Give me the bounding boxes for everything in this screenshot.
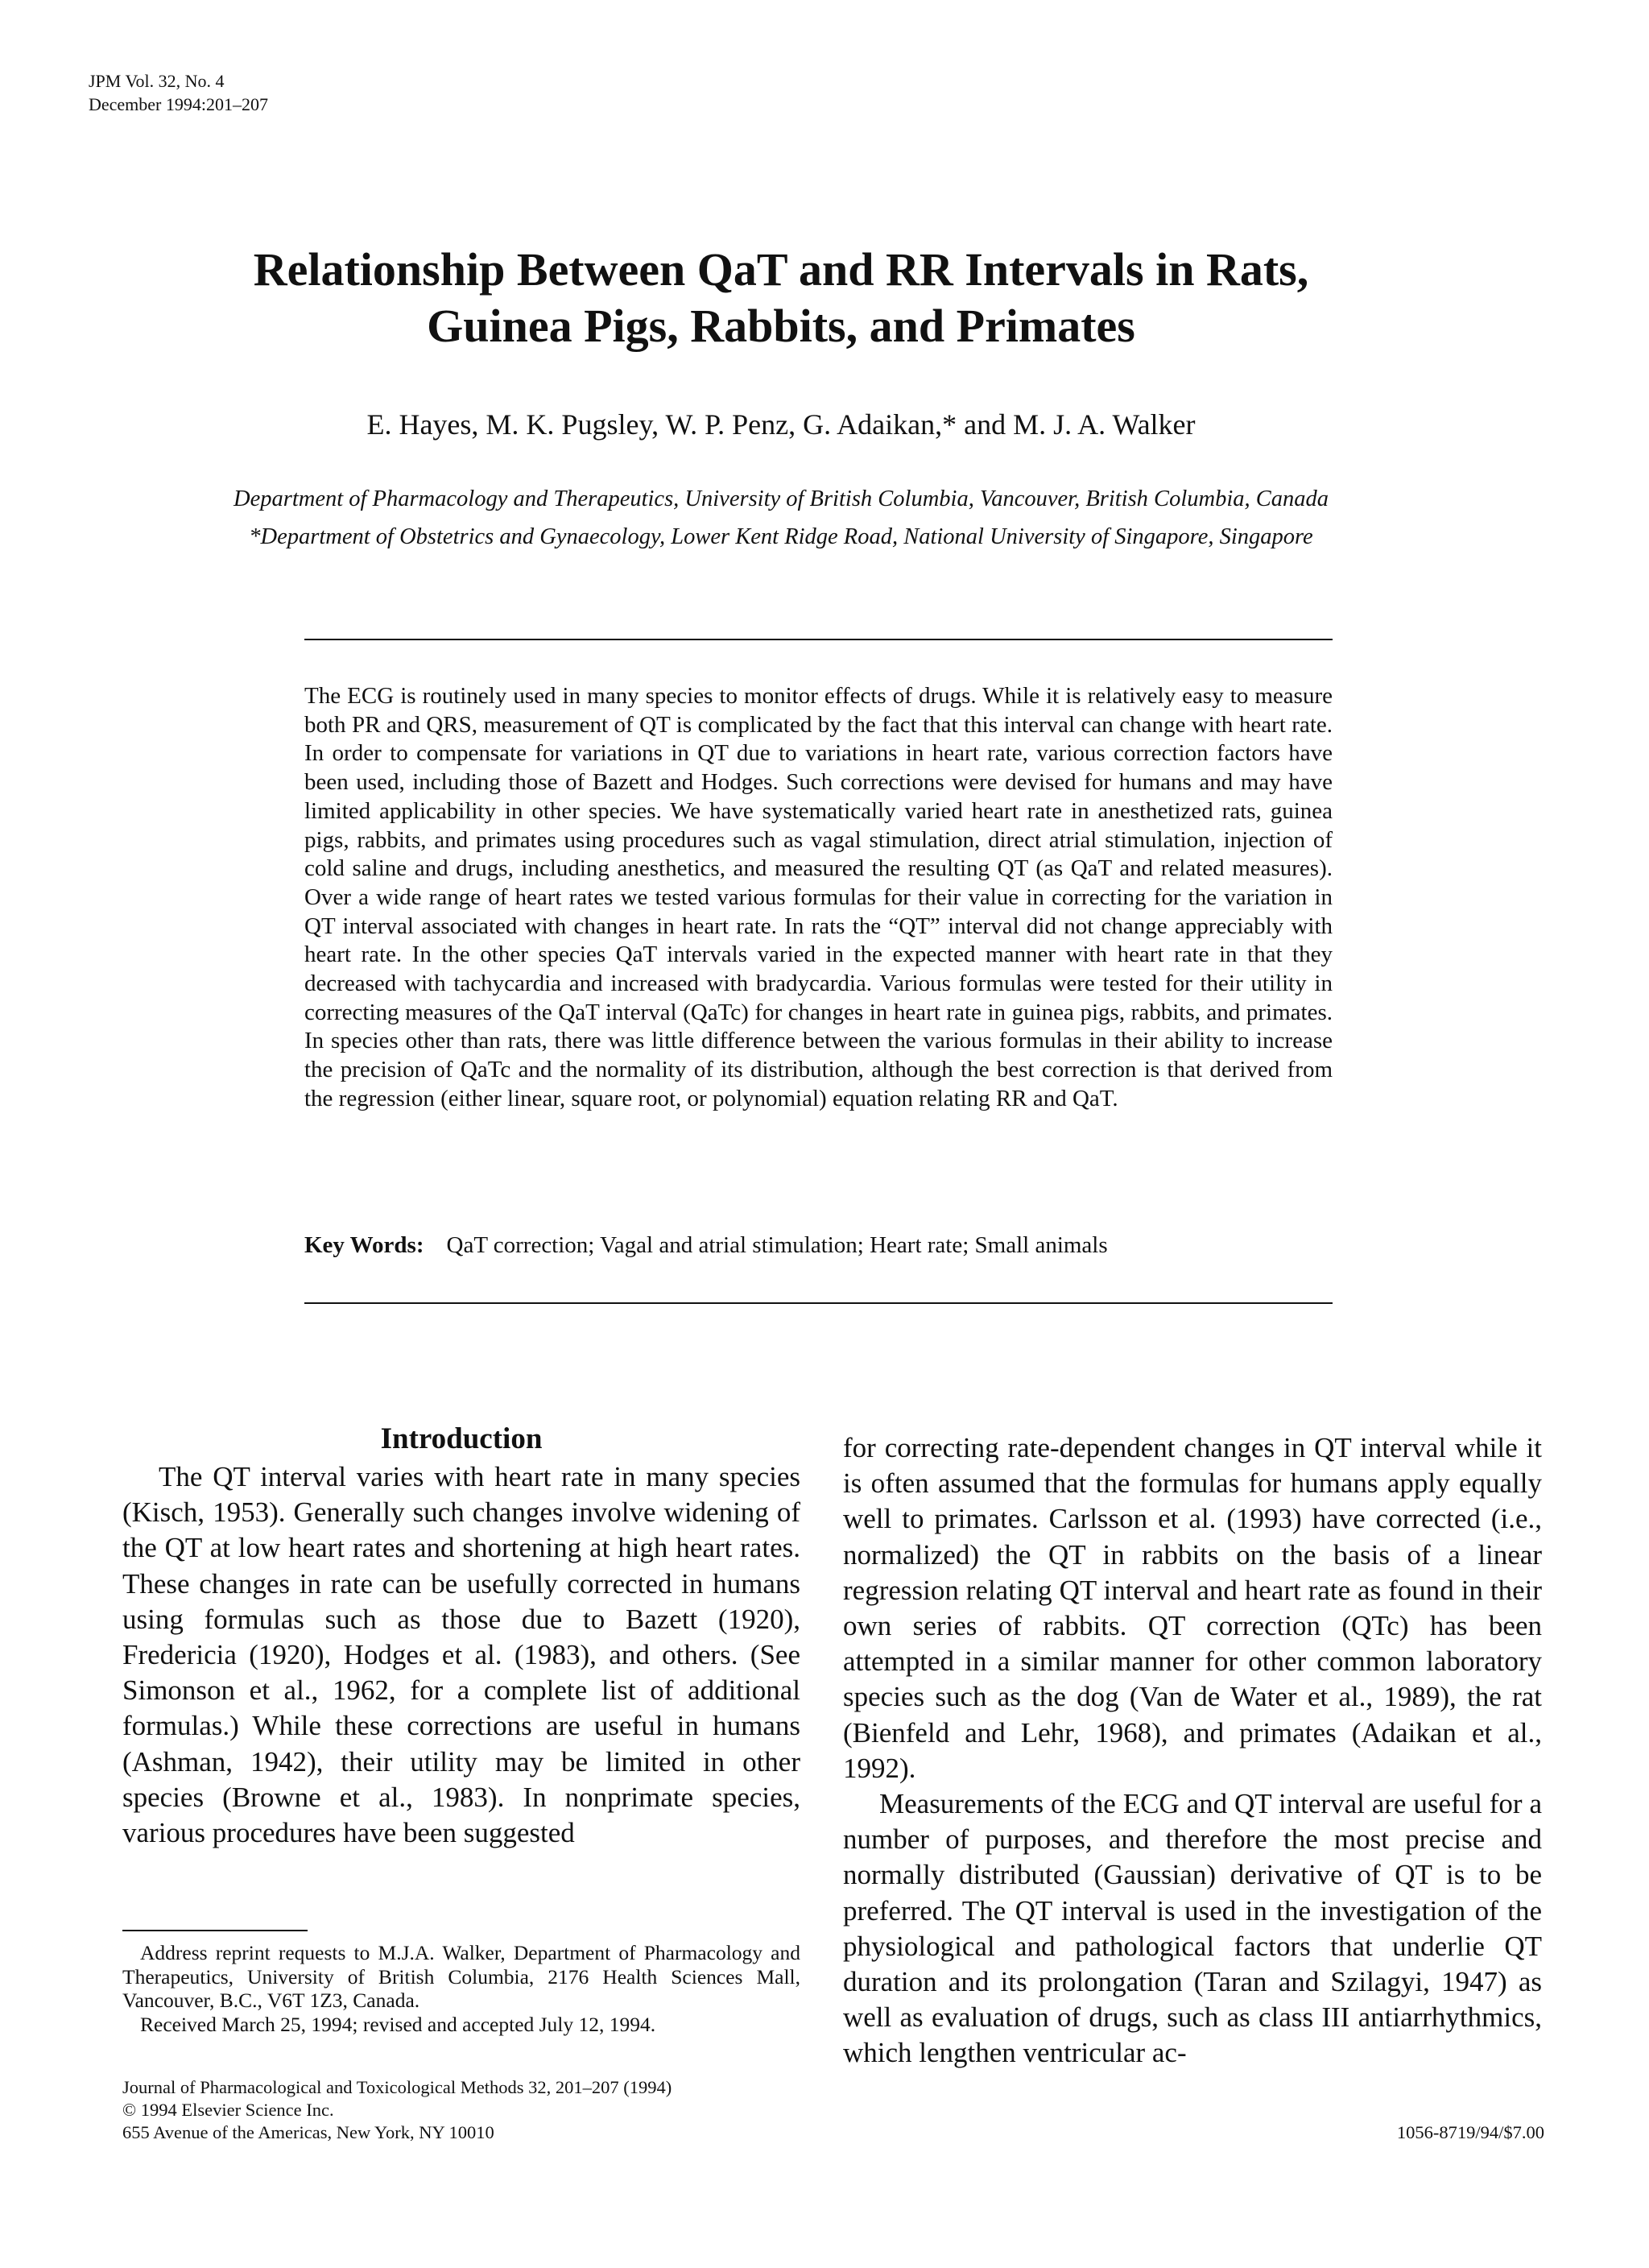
section-heading-introduction: Introduction <box>380 1422 543 1455</box>
keywords-label: Key Words: <box>304 1232 424 1258</box>
intro-paragraph-1: The QT interval varies with heart rate in many species (Kisch, 1953). Generally such changes involve widening of the QT at low heart rates and shortening at high heart rates. These changes in rate can be usefully corrected in humans using formulas such as those due to Bazett (1920), Fredericia (1920), Hodges et al. (1983), and others. (See Simonson et al., 1962, for a complete list of additional formulas.) While these corrections are useful in humans (Ashman, 1942), their utility may be limited in other species (Browne et al., 1983). In nonprimate species, various procedures have been suggested <box>122 1461 800 1849</box>
title-line-1: Relationship Between QaT and RR Intervals in Rats, <box>253 243 1309 296</box>
title-line-2: Guinea Pigs, Rabbits, and Primates <box>427 300 1135 352</box>
issn-price-code: 1056-8719/94/$7.00 <box>1396 2122 1544 2142</box>
received-dates: Received March 25, 1994; revised and accepted July 12, 1994. <box>140 2012 656 2036</box>
journal-reference <box>89 69 268 116</box>
article-title <box>161 242 1401 354</box>
abstract-text: The ECG is routinely used in many species to monitor effects of drugs. While it is relatively easy to measure both PR and QRS, measurement of QT is complicated by the fact that this interval can change with heart rate. In order to compensate for variations in QT due to variations in heart rate, various correction factors have been used, including those of Bazett and Hodges. Such corrections were devised for humans and may have limited applicability in other species. We have systematically varied heart rate in anesthetized rats, guinea pigs, rabbits, and primates using procedures such as vagal stimulation, direct atrial stimulation, injection of cold saline and drugs, including anesthetics, and measured the resulting QT (as QaT and related measures). Over a wide range of heart rates we tested various formulas for their value in correcting for the variation in QT interval associated with changes in heart rate. In rats the “QT” interval did not change appreciably with heart rate. In the other species QaT intervals varied in the expected manner with heart rate in that they decreased with tachycardia and increased with bradycardia. Various formulas were tested for their utility in correcting measures of the QaT interval (QaTc) for changes in heart rate in guinea pigs, rabbits, and primates. In species other than rats, there was little difference between the various formulas in their ability to increase the precision of QaTc and the normality of its distribution, although the best correction is that derived from the regression (either linear, square root, or polynomial) equation relating RR and QaT. <box>304 683 1333 1111</box>
footnote <box>122 1941 800 2036</box>
intro-paragraph-2: Measurements of the ECG and QT interval are useful for a number of purposes, and therefore the most precise and normally distributed (Gaussian) derivative of QT is to be preferred. The QT interval is used in the investigation of the physiological and pathological factors that underlie QT duration and its prolongation (Taran and Szilagyi, 1947) as well as evaluation of drugs, such as class III antiarrhythmics, which lengthen ventricular ac- <box>843 1788 1542 2069</box>
author-list: E. Hayes, M. K. Pugsley, W. P. Penz, G. Adaikan,* and M. J. A. Walker <box>366 408 1196 441</box>
publisher-copyright: © 1994 Elsevier Science Inc. <box>122 2100 334 2120</box>
journal-volume: JPM Vol. 32, No. 4 <box>89 71 225 91</box>
left-column <box>122 1419 800 1851</box>
journal-date-pages: December 1994:201–207 <box>89 94 268 114</box>
publisher-journal-citation: Journal of Pharmacological and Toxicological Methods 32, 201–207 (1994) <box>122 2077 672 2097</box>
affiliation-primary: Department of Pharmacology and Therapeutics, University of British Columbia, Vancouver, British Columbia, Canada <box>234 486 1329 511</box>
right-column <box>843 1430 1542 2071</box>
affiliations <box>97 480 1465 556</box>
reprint-address: Address reprint requests to M.J.A. Walker, Department of Pharmacology and Therapeutics, University of British Columbia, 2176 Health Sciences Mall, Vancouver, B.C., V6T 1Z3, Canada. <box>122 1941 800 2012</box>
abstract-top-rule <box>304 639 1333 640</box>
abstract-bottom-rule <box>304 1302 1333 1304</box>
footnote-rule <box>122 1930 308 1931</box>
keywords <box>304 1231 1333 1260</box>
publisher-address: 655 Avenue of the Americas, New York, NY 10010 <box>122 2122 494 2142</box>
keywords-text: QaT correction; Vagal and atrial stimulation; Heart rate; Small animals <box>446 1232 1108 1258</box>
affiliation-secondary: *Department of Obstetrics and Gynaecology, Lower Kent Ridge Road, National University of Singapore, Singapore <box>249 524 1313 549</box>
intro-paragraph-1-continued: for correcting rate-dependent changes in QT interval while it is often assumed that the formulas for humans apply equally well to primates. Carlsson et al. (1993) have corrected (i.e., normalized) the QT in rabbits on the basis of a linear regression relating QT interval and heart rate as found in their own series of rabbits. QT correction (QTc) has been attempted in a similar manner for other common laboratory species such as the dog (Van de Water et al., 1989), the rat (Bienfeld and Lehr, 1968), and primates (Adaikan et al., 1992). <box>843 1432 1542 1784</box>
publisher-info <box>122 2076 672 2144</box>
